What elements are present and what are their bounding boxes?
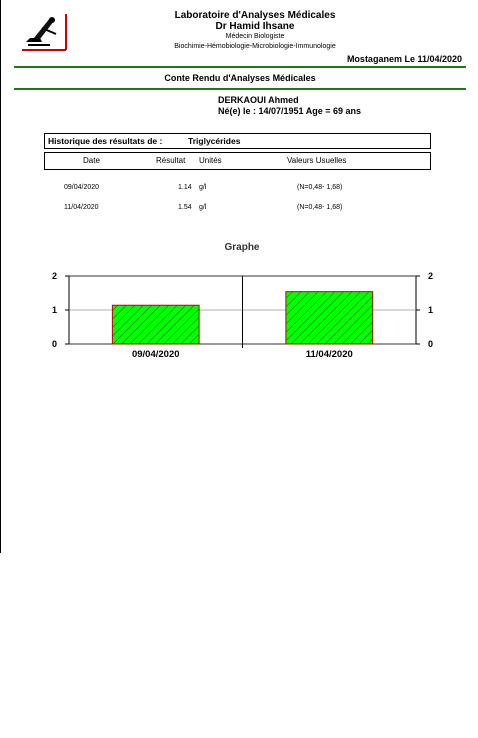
col-date: Date	[83, 156, 100, 165]
col-reference: Valeurs Usuelles	[287, 156, 347, 165]
location-date: Mostaganem Le 11/04/2020	[346, 54, 462, 64]
y-tick-label: 0	[51, 339, 57, 349]
lab-logo-icon	[20, 12, 68, 52]
bar	[112, 305, 199, 344]
row-reference: (N=0,48- 1,68)	[297, 184, 343, 191]
row-result: 1.14	[178, 184, 192, 191]
doctor-title: Médecin Biologiste	[225, 33, 285, 40]
x-tick-label: 11/04/2020	[305, 349, 353, 360]
y-tick-label: 1	[51, 305, 57, 315]
divider-bottom	[14, 88, 466, 90]
bar	[286, 292, 373, 344]
doctor-name: Dr Hamid Ihsane	[215, 21, 295, 32]
col-units: Unités	[199, 156, 222, 165]
y-tick-label-right: 2	[428, 271, 434, 281]
history-label: Historique des résultats de :	[48, 136, 163, 146]
row-result: 1.54	[178, 204, 192, 211]
row-unit: g/l	[199, 184, 207, 191]
results-chart	[0, 236, 478, 366]
patient-name: DERKAOUI Ahmed	[218, 95, 299, 105]
lab-specialties: Biochimie-Hémobiologie-Microbiologie-Immunologie	[174, 43, 336, 50]
row-date: 09/04/2020	[64, 184, 100, 191]
columns-header-box	[44, 152, 431, 170]
y-tick-label: 2	[51, 271, 57, 281]
row-reference: (N=0,48- 1,68)	[297, 204, 343, 211]
row-unit: g/l	[199, 204, 207, 211]
y-tick-label-right: 1	[428, 305, 434, 315]
x-tick-label: 09/04/2020	[131, 349, 180, 360]
patient-birth: Né(e) le : 14/07/1951 Age = 69 ans	[218, 106, 361, 116]
history-analyte: Triglycérides	[188, 136, 241, 146]
col-result: Résultat	[156, 156, 186, 165]
divider-top	[14, 66, 466, 68]
row-date: 11/04/2020	[64, 204, 99, 211]
lab-name: Laboratoire d'Analyses Médicales	[174, 10, 336, 21]
report-title: Conte Rendu d'Analyses Médicales	[164, 73, 316, 83]
y-tick-label-right: 0	[428, 339, 434, 349]
chart-title: Graphe	[224, 242, 260, 253]
